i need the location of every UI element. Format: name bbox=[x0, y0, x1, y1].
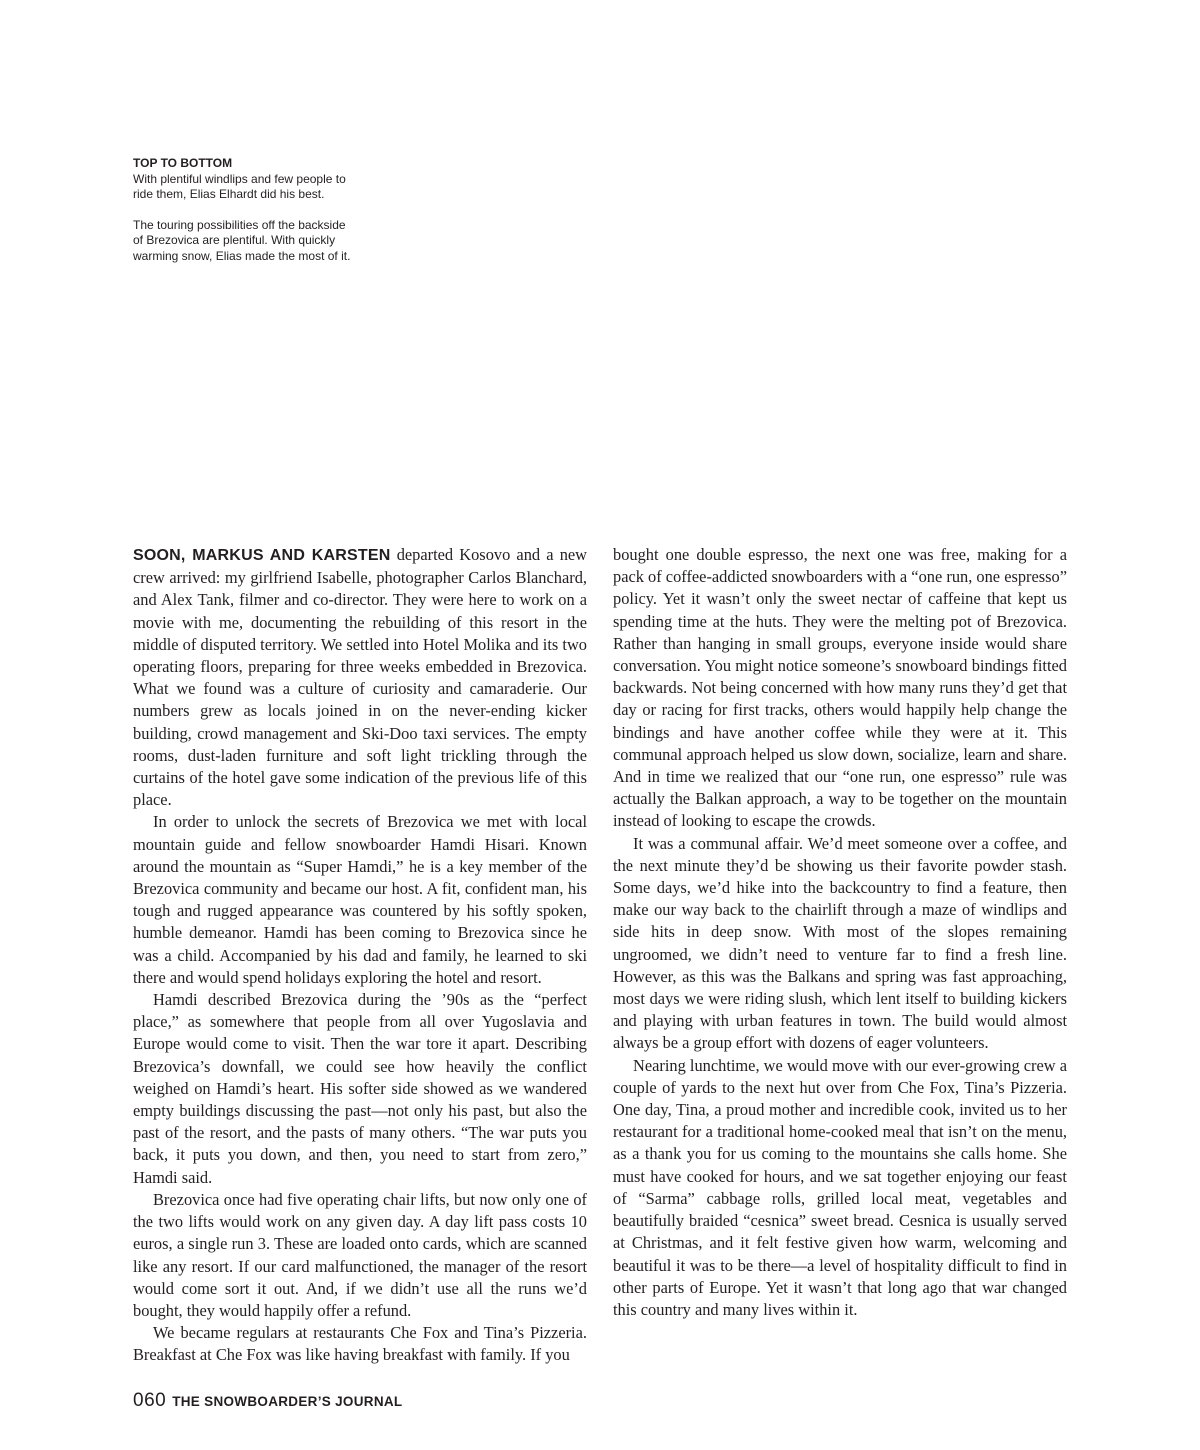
article-paragraph: Hamdi described Brezovica during the ’90s as the “perfect place,” as somewhere that people from all over Yugoslavia and Europe would come to visit. Then the war tore it apart. Describing Brezovica’s downfall, we could see how heavily the conflict weighed on Hamdi’s heart. His softer side showed as we wandered empty buildings discussing the past—not only his past, but also the past of the resort, and the pasts of many others. “The war puts you back, it puts you down, and then, you need to start from zero,” Hamdi said. bbox=[133, 990, 587, 1187]
article-paragraph: In order to unlock the secrets of Brezovica we met with local mountain guide and fellow snowboarder Hamdi Hisari. Known around the mountain as “Super Hamdi,” he is a key member of the Brezovica community and became our host. A fit, confident man, his tough and rugged appearance was countered by his softly spoken, humble demeanor. Hamdi has been coming to Brezovica since he was a child. Accompanied by his dad and family, he learned to ski there and would spend holidays exploring the hotel and resort. bbox=[133, 812, 587, 987]
caption-title: TOP TO BOTTOM bbox=[133, 156, 233, 170]
article-paragraph: It was a communal affair. We’d meet someone over a coffee, and the next minute they’d be showing us their favorite powder stash. Some days, we’d hike into the backcountry to find a feature, then make our way back to the chairlift through a maze of windlips and side hits in deep snow. With most of the slopes remaining ungroomed, we didn’t need to venture far to find a fresh line. However, as this was the Balkans and spring was fast approaching, most days we were riding slush, which lent itself to building kickers and playing with urban features in town. The build would almost always be a group effort with dozens of eager volunteers. bbox=[613, 833, 1067, 1053]
article-lead-in: SOON, MARKUS AND KARSTEN bbox=[133, 547, 391, 564]
caption-text-2: The touring possibilities off the backside of Brezovica are plentiful. With quickly warming snow, Elias made the most of it. bbox=[133, 217, 351, 263]
article-paragraph: bought one double espresso, the next one was free, making for a pack of coffee-addicted snowboarders with a “one run, one espresso” policy. Yet it wasn’t only the sweet nectar of caffeine that kept us spending time at the huts. They were the melting pot of Brezovica. Rather than hanging in small groups, everyone inside would share conversation. You might notice someone’s snowboard bindings fitted backwards. Not being concerned with how many runs they’d get that day or racing for first tracks, others would happily help change the bindings and have another coffee while they were at it. This communal approach helped us slow down, socialize, learn and share. And in time we realized that our “one run, one espresso” rule was actually the Balkan approach, a way to be together on the mountain instead of looking to escape the crowds. bbox=[613, 545, 1067, 831]
article-paragraph: Brezovica once had five operating chair lifts, but now only one of the two lifts would work on any given day. A day lift pass costs 10 euros, a single run 3. These are loaded onto cards, which are scanned like any resort. If our card malfunctioned, the manager of the resort would come sort it out. And, if we didn’t use all the runs we’d bought, they would happily offer a refund. bbox=[133, 1189, 587, 1320]
article-paragraph: Nearing lunchtime, we would move with our ever-growing crew a couple of yards to the next hut over from Che Fox, Tina’s Pizzeria. One day, Tina, a proud mother and incredible cook, invited us to her restaurant for a traditional home-cooked meal that isn’t on the menu, as a thank you for us coming to the mountains she calls home. She must have cooked for hours, and we sat together enjoying our feast of “Sarma” cabbage rolls, grilled local meat, vegetables and beautifully braided “cesnica” sweet bread. Cesnica is usually served at Christmas, and it felt festive given how warm, welcoming and beautiful it was to be there—a level of hospitality difficult to find in other parts of Europe. Yet it wasn’t that long ago that war changed this country and many lives within it. bbox=[613, 1055, 1067, 1319]
article-paragraph: We became regulars at restaurants Che Fox and Tina’s Pizzeria. Breakfast at Che Fox was like having breakfast with family. If you bbox=[133, 1323, 587, 1365]
magazine-title: THE SNOWBOARDER’S JOURNAL bbox=[172, 1394, 403, 1409]
article-column-left bbox=[133, 544, 587, 1367]
photo-caption bbox=[133, 156, 358, 265]
page-footer bbox=[133, 1390, 402, 1412]
page-number: 060 bbox=[133, 1390, 167, 1411]
article-paragraph bbox=[133, 544, 587, 811]
article-column-right bbox=[613, 544, 1067, 1321]
caption-text-1: With plentiful windlips and few people to ride them, Elias Elhardt did his best. bbox=[133, 171, 346, 202]
article-paragraph-text: departed Kosovo and a new crew arrived: my girlfriend Isabelle, photographer Carlos Blanchard, and Alex Tank, filmer and co-director. They were here to work on a movie with me, documenting the rebuilding of this resort in the middle of disputed territory. We settled into Hotel Molika and its two operating floors, preparing for three weeks embedded in Brezovica. What we found was a culture of curiosity and camaraderie. Our numbers grew as locals joined in on the never-ending kicker building, crowd management and Ski-Doo taxi services. The empty rooms, dust-laden furniture and soft light trickling through the curtains of the hotel gave some indication of the previous life of this place. bbox=[133, 545, 588, 810]
